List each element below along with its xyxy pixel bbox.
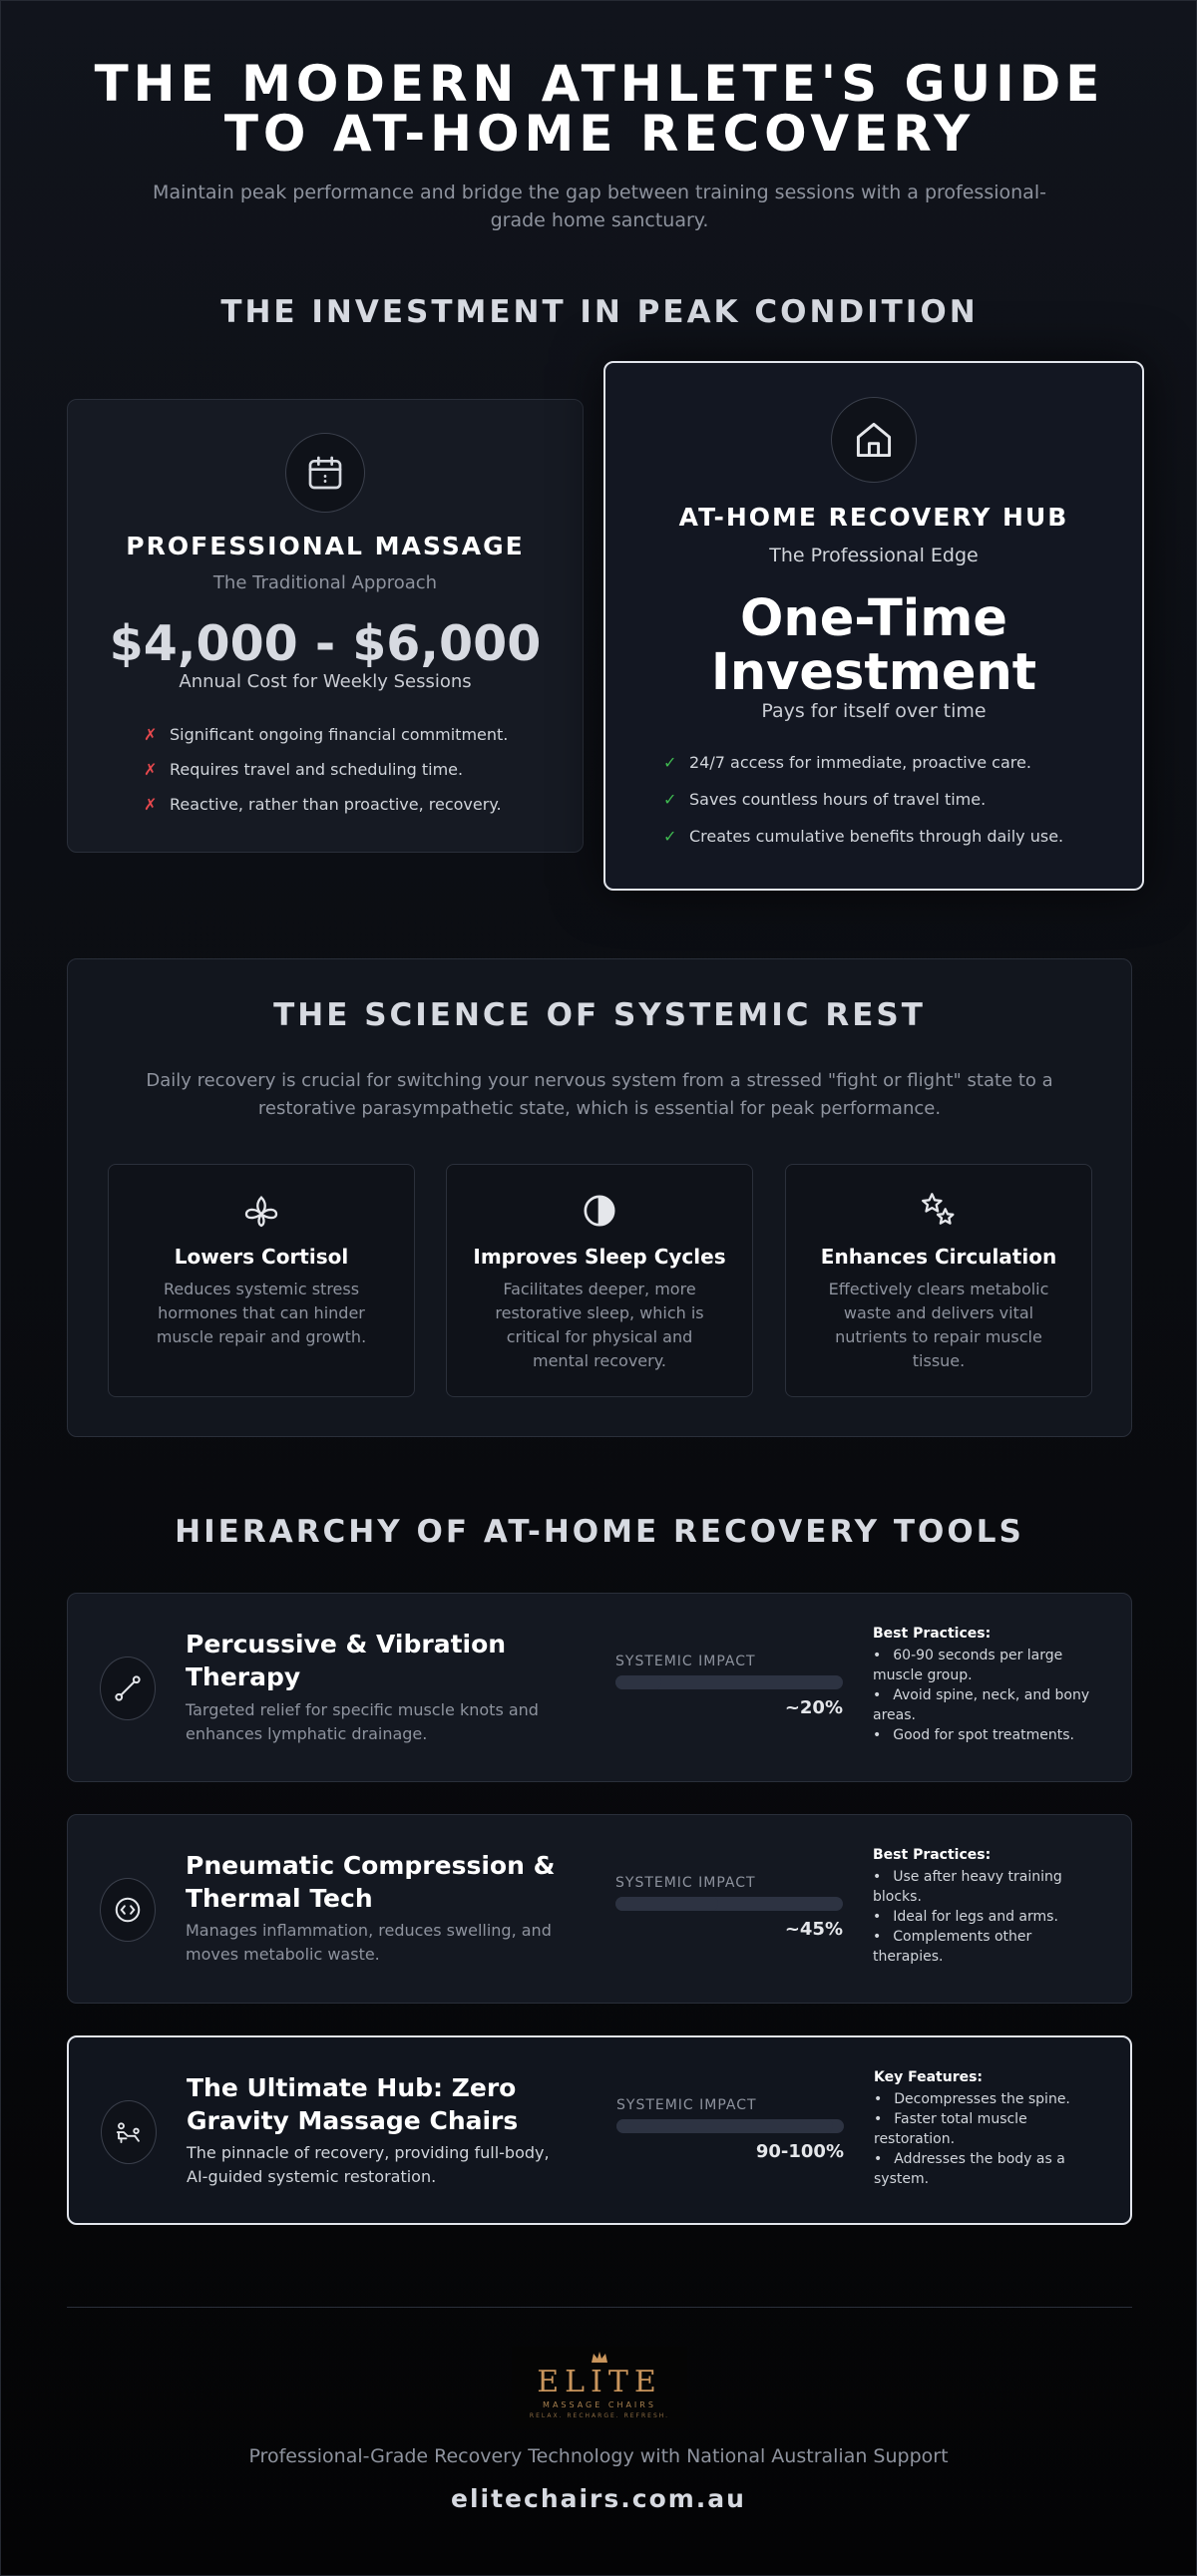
- page-subtitle: Maintain peak performance and bridge the gap between training sessions with a professional-grade home sanctuary.: [153, 182, 1046, 231]
- massage-price-note: Annual Cost for Weekly Sessions: [179, 671, 472, 692]
- tool-description: Targeted relief for specific muscle knots and enhances lymphatic drainage.: [186, 1700, 539, 1743]
- list-item: • Use after heavy training blocks.: [873, 1867, 1102, 1907]
- list-item: ✓ 24/7 access for immediate, proactive care.: [663, 753, 1031, 772]
- home-icon: [831, 397, 917, 483]
- benefit-card-cortisol: [108, 1164, 415, 1397]
- massage-chair-icon: [101, 2100, 157, 2164]
- massage-cons-list: [144, 724, 508, 829]
- home-recovery-hub-card: [603, 361, 1144, 891]
- best-practices: [873, 1624, 1102, 1745]
- list-item: • 60-90 seconds per large muscle group.: [873, 1646, 1102, 1685]
- impact-bar-fill: [616, 2119, 833, 2133]
- list-item: • Faster total muscle restoration.: [874, 2109, 1103, 2149]
- benefit-title: Improves Sleep Cycles: [473, 1245, 726, 1269]
- impact-label: SYSTEMIC IMPACT: [615, 1654, 756, 1669]
- benefit-text: Facilitates deeper, more restorative sleep, which is critical for physical and mental recovery.: [495, 1280, 704, 1370]
- tool-description: Manages inflammation, reduces swelling, and moves metabolic waste.: [186, 1921, 552, 1964]
- footer-tagline: Professional-Grade Recovery Technology with National Australian Support: [248, 2445, 949, 2467]
- website-link[interactable]: elitechairs.com.au: [451, 2484, 746, 2513]
- list-item: • Avoid spine, neck, and bony areas.: [873, 1685, 1102, 1725]
- lotus-icon: [109, 1191, 414, 1231]
- tool-card-massage-chair: [67, 2035, 1132, 2225]
- professional-massage-card: [67, 399, 584, 853]
- list-item: • Complements other therapies.: [873, 1927, 1102, 1967]
- list-item: ✓ Creates cumulative benefits through daily use.: [663, 827, 1064, 846]
- benefit-card-sleep: [446, 1164, 753, 1397]
- tool-title: Pneumatic Compression & Thermal Tech: [186, 1851, 556, 1913]
- list-item: • Ideal for legs and arms.: [873, 1907, 1102, 1927]
- best-practices-title: Best Practices:: [873, 1847, 992, 1863]
- massage-card-tagline: The Traditional Approach: [212, 572, 438, 593]
- page-title-line1: THE MODERN ATHLETE'S GUIDE: [94, 55, 1105, 113]
- check-icon: ✓: [663, 790, 677, 809]
- list-item: • Decompresses the spine.: [874, 2089, 1103, 2109]
- tool-title: The Ultimate Hub: Zero Gravity Massage Chairs: [187, 2073, 519, 2135]
- hub-headline-note: Pays for itself over time: [761, 700, 987, 722]
- tool-card-compression: [67, 1814, 1132, 2004]
- impact-value: 90-100%: [755, 2141, 844, 2162]
- benefit-text: Reduces systemic stress hormones that can hinder muscle repair and growth.: [156, 1280, 367, 1346]
- benefit-text: Effectively clears metabolic waste and delivers vital nutrients to repair muscle tissue.: [828, 1280, 1049, 1370]
- compression-icon: [100, 1878, 156, 1942]
- crown-icon: [590, 2351, 609, 2365]
- footer-divider: [67, 2307, 1132, 2308]
- impact-bar: [616, 2119, 844, 2133]
- logo-text: ELITE: [537, 2365, 662, 2399]
- hub-card-title: AT-HOME RECOVERY HUB: [678, 503, 1069, 532]
- list-item: ✗ Requires travel and scheduling time.: [144, 760, 464, 779]
- tool-description: The pinnacle of recovery, providing full-body, AI-guided systemic restoration.: [187, 2143, 550, 2186]
- impact-bar-fill: [615, 1897, 718, 1911]
- science-intro: Daily recovery is crucial for switching your nervous system from a stressed "fight or flight" state to a restorative parasympathetic state, which is essential for peak performance.: [146, 1070, 1053, 1119]
- impact-value: ~20%: [784, 1697, 843, 1718]
- massage-gun-icon: [100, 1656, 156, 1720]
- logo-subtext: MASSAGE CHAIRS: [543, 2400, 656, 2409]
- list-item: ✓ Saves countless hours of travel time.: [663, 790, 987, 809]
- key-features: [874, 2067, 1103, 2189]
- cross-icon: ✗: [144, 795, 158, 814]
- cross-icon: ✗: [144, 760, 158, 779]
- page-title-line2: TO AT-HOME RECOVERY: [223, 105, 976, 163]
- calendar-icon: [285, 433, 365, 513]
- list-item: • Addresses the body as a system.: [874, 2149, 1103, 2189]
- check-icon: ✓: [663, 827, 677, 846]
- tool-card-percussive: [67, 1593, 1132, 1782]
- impact-value: ~45%: [784, 1919, 843, 1940]
- cross-icon: ✗: [144, 725, 158, 744]
- logo-tagline: RELAX. RECHARGE. REFRESH.: [529, 2412, 670, 2419]
- hub-headline: One-Time Investment: [710, 589, 1037, 702]
- benefit-title: Lowers Cortisol: [174, 1245, 349, 1269]
- benefit-card-circulation: [785, 1164, 1092, 1397]
- science-section-title: THE SCIENCE OF SYSTEMIC REST: [273, 997, 926, 1033]
- page-title: [1, 55, 1197, 163]
- hub-pros-list: [663, 752, 1063, 861]
- investment-section-title: THE INVESTMENT IN PEAK CONDITION: [220, 294, 979, 330]
- benefit-title: Enhances Circulation: [820, 1245, 1057, 1269]
- best-practices: [873, 1845, 1102, 1967]
- impact-label: SYSTEMIC IMPACT: [616, 2097, 757, 2113]
- tool-title: Percussive & Vibration Therapy: [186, 1630, 507, 1691]
- impact-bar: [615, 1675, 843, 1689]
- hierarchy-section-title: HIERARCHY OF AT-HOME RECOVERY TOOLS: [175, 1514, 1024, 1550]
- list-item: ✗ Reactive, rather than proactive, recovery.: [144, 795, 502, 814]
- hub-card-tagline: The Professional Edge: [769, 545, 979, 566]
- massage-price: $4,000 - $6,000: [109, 615, 542, 672]
- impact-bar: [615, 1897, 843, 1911]
- sparkles-icon: [786, 1191, 1091, 1231]
- check-icon: ✓: [663, 753, 677, 772]
- half-moon-icon: [447, 1191, 752, 1231]
- massage-card-title: PROFESSIONAL MASSAGE: [126, 532, 525, 560]
- elite-logo: [512, 2347, 687, 2428]
- best-practices-title: Best Practices:: [873, 1626, 992, 1642]
- impact-bar-fill: [615, 1675, 661, 1689]
- list-item: • Good for spot treatments.: [873, 1725, 1102, 1745]
- list-item: ✗ Significant ongoing financial commitment.: [144, 725, 509, 744]
- key-features-title: Key Features:: [874, 2069, 984, 2085]
- impact-label: SYSTEMIC IMPACT: [615, 1875, 756, 1891]
